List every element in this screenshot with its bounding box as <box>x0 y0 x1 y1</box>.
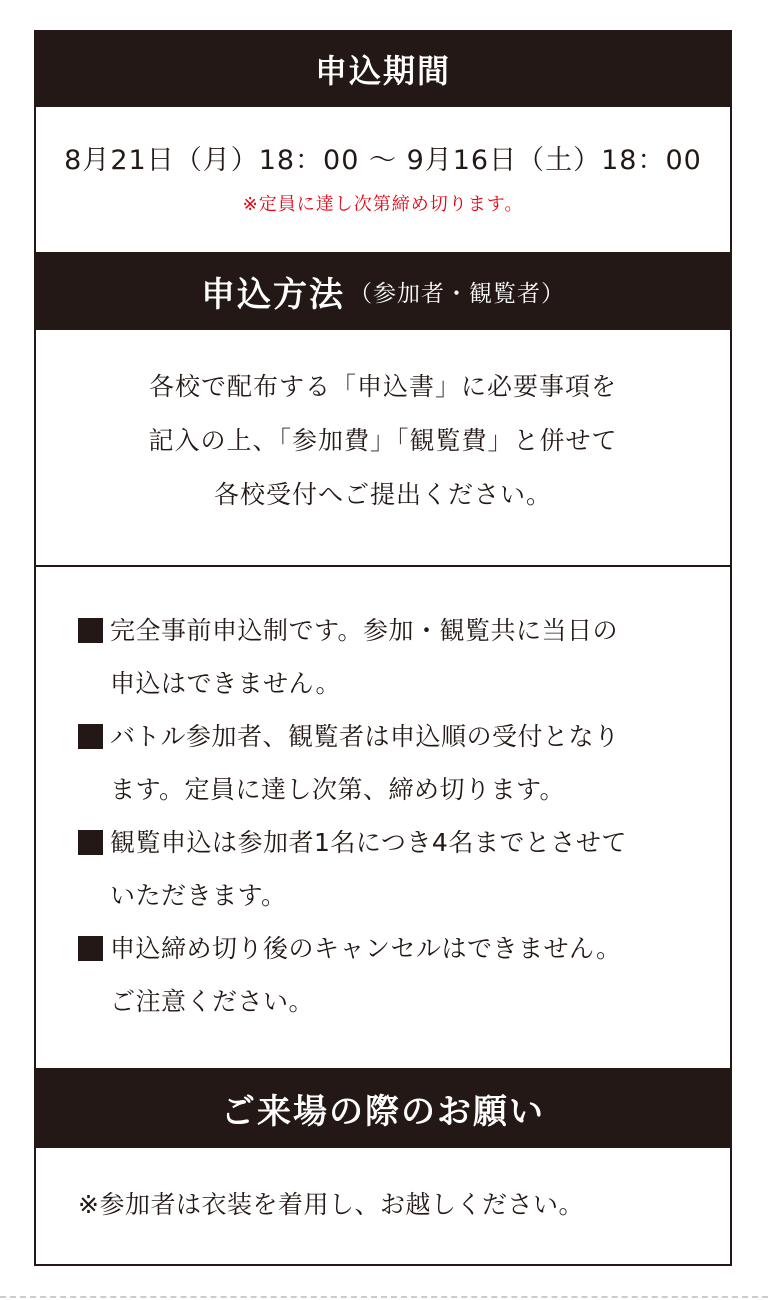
method-heading <box>34 252 732 330</box>
note-item <box>78 816 698 922</box>
bottom-divider <box>0 1296 768 1298</box>
note-line: ご注意ください。 <box>110 987 315 1016</box>
method-line: 各校で配布する「申込書」に必要事項を <box>148 372 617 401</box>
visit-heading <box>34 1068 732 1148</box>
note-line: 申込締め切り後のキャンセルはできません。 <box>110 934 622 963</box>
method-line: 記入の上、「参加費」「観覧費」と併せて <box>148 426 618 455</box>
visit-heading-text: ご来場の際のお願い <box>221 1091 545 1132</box>
method-heading-sub: （参加者・観覧者） <box>349 280 565 307</box>
note-line: ます。定員に達し次第、締め切ります。 <box>110 775 566 804</box>
note-item <box>78 604 698 710</box>
note-line: バトル参加者、観覧者は申込順の受付となり <box>110 722 620 751</box>
period-note: ※定員に達し次第締め切ります。 <box>242 194 524 215</box>
period-heading <box>34 30 732 107</box>
method-heading-text: 申込方法 <box>201 274 345 315</box>
notes-list <box>78 604 698 1028</box>
square-bullet-icon <box>78 936 103 961</box>
method-line: 各校受付へご提出ください。 <box>213 480 552 509</box>
note-line: 完全事前申込制です。参加・観覧共に当日の <box>110 616 619 645</box>
period-dates: 8月21日（月）18：00 ～ 9月16日（土）18：00 <box>64 145 702 176</box>
visit-note: ※参加者は衣装を着用し、お越しください。 <box>78 1190 584 1219</box>
square-bullet-icon <box>78 618 103 643</box>
note-line: 申込はできません。 <box>110 669 342 698</box>
note-line: いただきます。 <box>110 881 287 910</box>
note-line: 観覧申込は参加者1名につき4名までとさせて <box>110 828 627 857</box>
period-heading-text: 申込期間 <box>314 51 451 90</box>
note-item <box>78 922 698 1028</box>
note-item <box>78 710 698 816</box>
square-bullet-icon <box>78 724 103 749</box>
method-description <box>34 360 732 522</box>
section-divider <box>34 565 732 567</box>
square-bullet-icon <box>78 830 103 855</box>
